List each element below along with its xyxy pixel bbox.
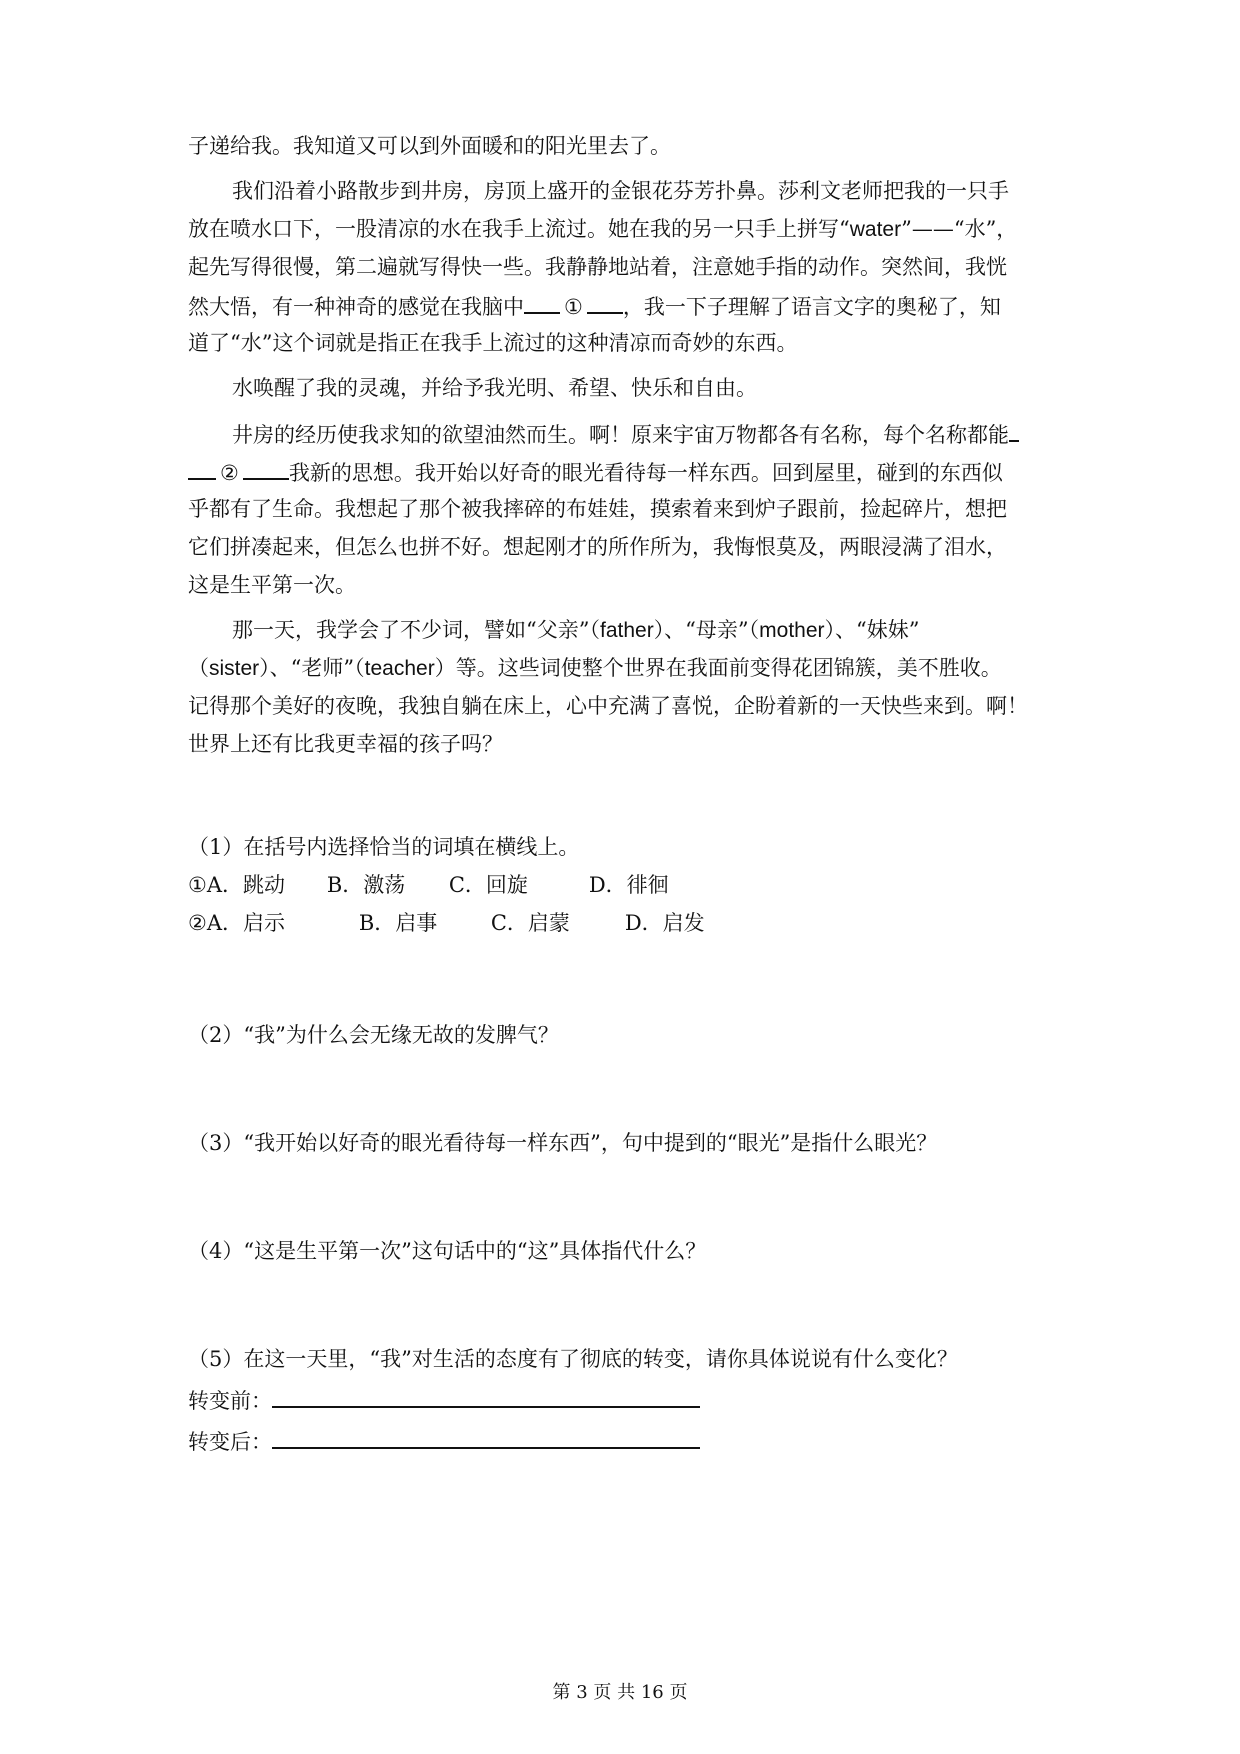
option-group-marker: ② [188, 911, 207, 935]
passage-line [188, 414, 1068, 452]
passage-line: 道了“水”这个词就是指正在我手上流过的这种清凉而奇妙的东西。 [188, 331, 798, 355]
fill-blank-1-left[interactable] [524, 286, 560, 314]
passage-latin-word: mother [759, 619, 825, 642]
option-a[interactable]: A．启示 [206, 911, 285, 935]
passage-text: 放在喷水口下，一股清凉的水在我手上流过。她在我的另一只手上拼写“ [188, 217, 850, 241]
passage-line: 水唤醒了我的灵魂，并给予我光明、希望、快乐和自由。 [232, 376, 757, 400]
passage-line [188, 649, 1068, 687]
fill-blank-2-left[interactable] [188, 452, 216, 480]
answer-after-row [188, 1421, 1068, 1459]
passage-line [188, 286, 1068, 324]
passage-line: 记得那个美好的夜晚，我独自躺在床上，心中充满了喜悦，企盼着新的一天快些来到。啊！ [188, 694, 1028, 718]
question-2-text: （2）“我”为什么会无缘无故的发脾气？ [188, 1023, 559, 1047]
blank-2-marker: ② [220, 461, 239, 485]
passage-line: 这是生平第一次。 [188, 573, 356, 597]
option-b[interactable]: B．激荡 [326, 873, 406, 897]
passage-text: ”——“水”， [901, 217, 1018, 241]
question-3-text: （3）“我开始以好奇的眼光看待每一样东西”，句中提到的“眼光”是指什么眼光？ [188, 1131, 938, 1155]
option-a[interactable]: A．跳动 [206, 873, 285, 897]
answer-before-label: 转变前： [188, 1389, 272, 1413]
passage-text: 井房的经历使我求知的欲望油然而生。啊！原来宇宙万物都各有名称，每个名称都能 [232, 423, 1009, 447]
answer-after-blank[interactable] [272, 1421, 700, 1449]
question-4 [188, 1232, 1068, 1270]
answer-after-label: 转变后： [188, 1430, 272, 1454]
option-group-marker: ① [188, 873, 207, 897]
answer-before-blank[interactable] [272, 1380, 700, 1408]
passage-text: 那一天，我学会了不少词，譬如“父亲”（ [232, 618, 600, 642]
passage-line [188, 210, 1068, 248]
passage-line: 它们拼凑起来，但怎么也拼不好。想起刚才的所作所为，我悔恨莫及，两眼浸满了泪水， [188, 535, 1007, 559]
fill-blank-1-right[interactable] [587, 286, 623, 314]
option-d[interactable]: D．启发 [624, 911, 705, 935]
question-1-text: （1）在括号内选择恰当的词填在横线上。 [188, 835, 580, 859]
question-1-options-2 [188, 904, 1068, 942]
question-2 [188, 1016, 1068, 1054]
passage-latin-word: water [849, 218, 902, 241]
passage-text: ）、“母亲”（ [653, 618, 760, 642]
option-b[interactable]: B．启事 [358, 911, 438, 935]
reading-passage [188, 127, 1068, 763]
passage-text: ）等。这些词使整个世界在我面前变得花团锦簇，美不胜收。 [434, 656, 1002, 680]
fill-blank-2-start[interactable] [1009, 414, 1019, 442]
passage-line [188, 452, 1068, 490]
option-c[interactable]: C．启蒙 [490, 911, 570, 935]
passage-latin-word: teacher [364, 657, 435, 680]
passage-line: 起先写得很慢，第二遍就写得快一些。我静静地站着，注意她手指的动作。突然间，我恍 [188, 255, 1007, 279]
passage-line: 乎都有了生命。我想起了那个被我摔碎的布娃娃，摸索着来到炉子跟前，捡起碎片，想把 [188, 497, 1007, 521]
option-c[interactable]: C．回旋 [448, 873, 528, 897]
passage-text: 然大悟，有一种神奇的感觉在我脑中 [188, 295, 524, 319]
passage-line: 世界上还有比我更幸福的孩子吗？ [188, 732, 503, 756]
passage-text: 我新的思想。我开始以好奇的眼光看待每一样东西。回到屋里，碰到的东西似 [288, 461, 1003, 485]
passage-text: ，我一下子理解了语言文字的奥秘了，知 [622, 295, 1001, 319]
question-4-text: （4）“这是生平第一次”这句话中的“这”具体指代什么？ [188, 1239, 707, 1263]
question-1 [188, 828, 1068, 942]
passage-text: （ [188, 656, 209, 680]
blank-1-marker: ① [564, 295, 583, 319]
question-1-options-1 [188, 866, 1068, 904]
page-number-footer: 第 3 页 共 16 页 [552, 1682, 688, 1703]
fill-blank-2-right[interactable] [243, 452, 289, 480]
passage-latin-word: father [599, 619, 654, 642]
passage-text: ）、“妹妹” [824, 618, 920, 642]
passage-text: ）、“老师”（ [259, 656, 365, 680]
passage-line: 我们沿着小路散步到井房，房顶上盛开的金银花芬芳扑鼻。莎利文老师把我的一只手 [232, 179, 1009, 203]
passage-line: 子递给我。我知道又可以到外面暖和的阳光里去了。 [188, 134, 671, 158]
option-d[interactable]: D．徘徊 [588, 873, 669, 897]
answer-before-row [188, 1380, 1068, 1418]
question-5-text: （5）在这一天里，“我”对生活的态度有了彻底的转变，请你具体说说有什么变化？ [188, 1347, 958, 1371]
passage-latin-word: sister [209, 657, 260, 680]
question-3 [188, 1124, 1068, 1162]
question-5 [188, 1340, 1068, 1459]
passage-line [188, 611, 1068, 649]
